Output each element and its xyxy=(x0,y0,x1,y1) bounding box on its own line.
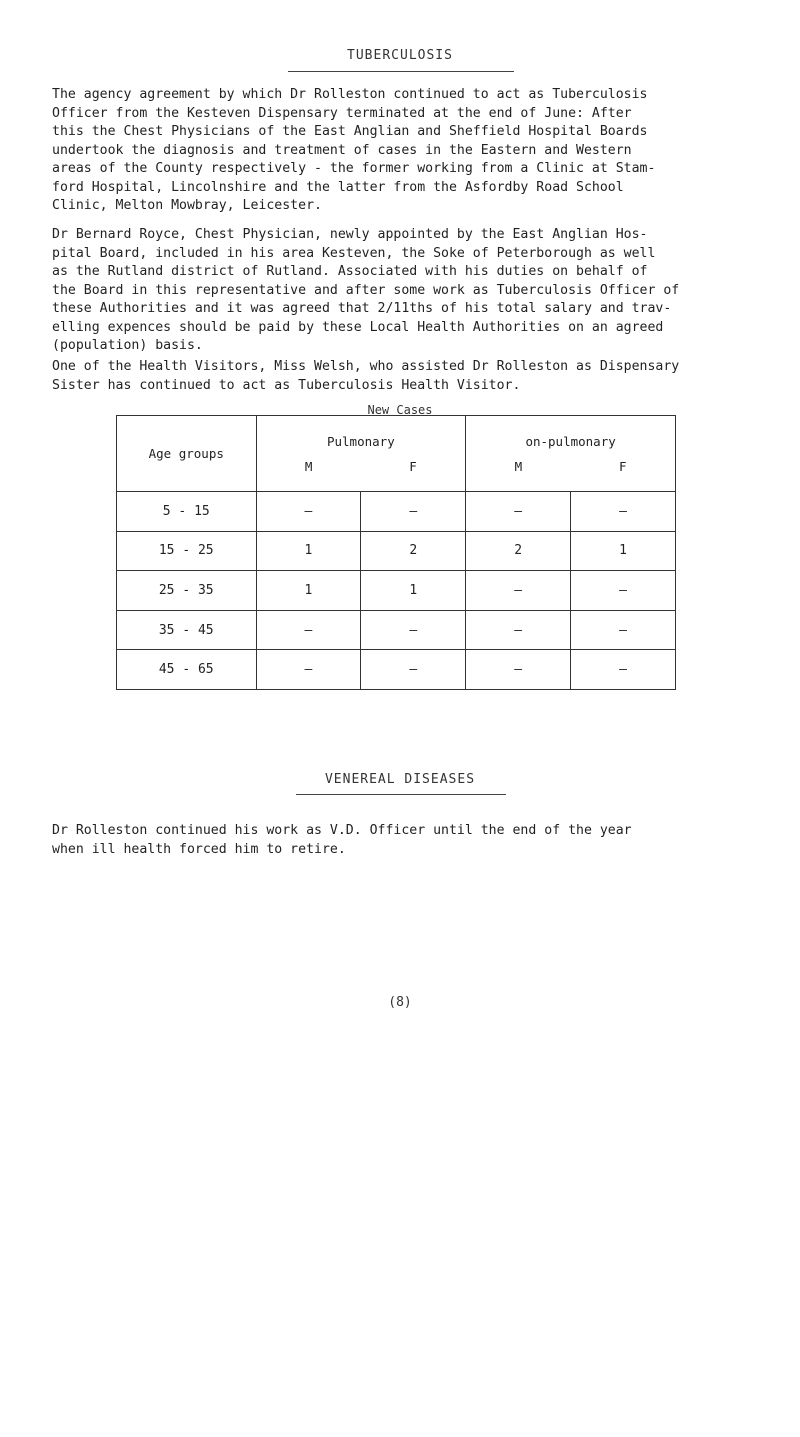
pulmonary-m-cell: 1 xyxy=(256,531,361,571)
pulmonary-f-cell: 1 xyxy=(361,571,466,611)
non-pulmonary-f-cell: 1 xyxy=(571,531,676,571)
non-pulmonary-f-cell: — xyxy=(571,610,676,650)
non-pulmonary-f-cell: — xyxy=(571,650,676,690)
pulmonary-m-cell: — xyxy=(256,492,361,532)
heading-underline xyxy=(288,71,514,72)
header-non-pulmonary: on-pulmonary M F xyxy=(466,416,676,492)
age-cell: 5 - 15 xyxy=(117,492,257,532)
pulmonary-f-cell: 2 xyxy=(361,531,466,571)
paragraph-chest-physician: Dr Bernard Royce, Chest Physician, newly appointed by the East Anglian Hos- pital Board, included in his area Kesteven, the Soke of Peterborough as well as the Rutland district of Rutland. Associated with his duties on behalf of the Board in this representative and after some work as Tuberculosis Officer of these Authorities and it was agreed that 2/11ths of his total salary and trav- elling expences should be paid by these Local Health Authorities on an agreed (population) basis. xyxy=(52,227,680,353)
pulmonary-m-cell: — xyxy=(256,650,361,690)
non-pulmonary-m-cell: 2 xyxy=(466,531,571,571)
paragraph-health-visitor: One of the Health Visitors, Miss Welsh, who assisted Dr Rolleston as Dispensary Sister has continued to act as Tuberculosis Health Visitor. xyxy=(52,359,680,393)
section-heading-tuberculosis: TUBERCULOSIS xyxy=(347,48,453,63)
table-row xyxy=(117,650,676,690)
non-pulmonary-m-cell: — xyxy=(466,492,571,532)
paragraph-venereal: Dr Rolleston continued his work as V.D. Officer until the end of the year when ill health forced him to retire. xyxy=(52,823,632,857)
pulmonary-m-cell: — xyxy=(256,610,361,650)
non-pulmonary-m-cell: — xyxy=(466,610,571,650)
new-cases-table xyxy=(116,415,676,690)
header-non-pulmonary-m: M xyxy=(514,458,523,474)
age-cell: 45 - 65 xyxy=(117,650,257,690)
pulmonary-f-cell: — xyxy=(361,650,466,690)
non-pulmonary-m-cell: — xyxy=(466,650,571,690)
table-header-row xyxy=(117,416,676,492)
pulmonary-m-cell: 1 xyxy=(256,571,361,611)
header-pulmonary-m: M xyxy=(304,458,313,474)
pulmonary-f-cell: — xyxy=(361,492,466,532)
age-cell: 25 - 35 xyxy=(117,571,257,611)
age-cell: 35 - 45 xyxy=(117,610,257,650)
section-heading-venereal: VENEREAL DISEASES xyxy=(324,772,476,787)
table-row xyxy=(117,492,676,532)
new-cases-title: New Cases xyxy=(367,403,433,417)
paragraph-agency-agreement: The agency agreement by which Dr Rolleston continued to act as Tuberculosis Officer from the Kesteven Dispensary terminated at the end of June: After this the Chest Physicians of the East Anglian and Sheffield Hospital Boards undertook the diagnosis and treatment of cases in the Eastern and Western areas of the County respectively - the former working from a Clinic at Stam- ford Hospital, Lincolnshire and the latter from the Asfordby Road School Clinic, Melton Mowbray, Leicester. xyxy=(52,87,656,213)
header-pulmonary-f: F xyxy=(409,458,417,474)
header-pulmonary: Pulmonary M F xyxy=(256,416,466,492)
table-row xyxy=(117,531,676,571)
header-non-pulmonary-f: F xyxy=(619,458,627,474)
non-pulmonary-f-cell: — xyxy=(571,571,676,611)
header-age-groups: Age groups xyxy=(117,416,257,492)
page-number: (8) xyxy=(388,995,412,1010)
non-pulmonary-m-cell: — xyxy=(466,571,571,611)
venereal-heading-underline xyxy=(296,794,506,795)
age-cell: 15 - 25 xyxy=(117,531,257,571)
table-row xyxy=(117,610,676,650)
table-row xyxy=(117,571,676,611)
non-pulmonary-f-cell: — xyxy=(571,492,676,532)
pulmonary-f-cell: — xyxy=(361,610,466,650)
